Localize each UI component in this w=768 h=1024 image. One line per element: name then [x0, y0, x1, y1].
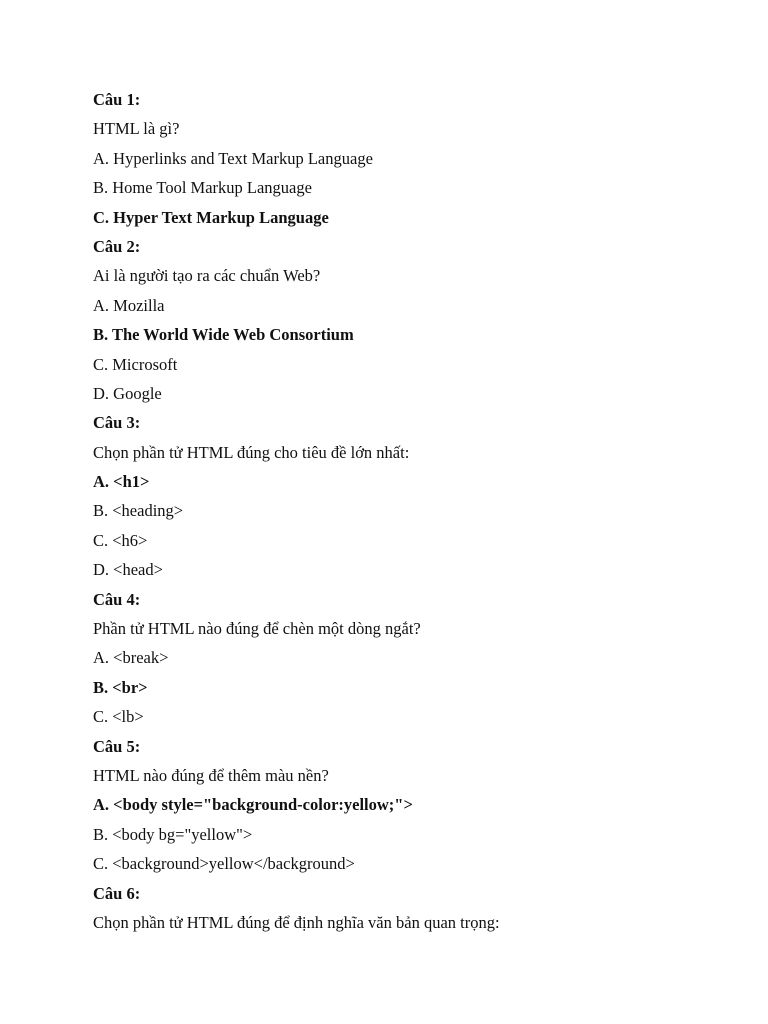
question-prompt: Ai là người tạo ra các chuẩn Web? [93, 266, 321, 286]
question-heading: Câu 4: [93, 589, 141, 609]
answer-option: C. <background>yellow</background> [93, 854, 355, 874]
answer-option: D. Google [93, 383, 162, 403]
quiz-document [93, 85, 733, 937]
correct-answer-option: A. <body style="background-color:yellow;"> [93, 795, 413, 815]
question-heading: Câu 3: [93, 413, 141, 433]
answer-option: C. <h6> [93, 530, 148, 550]
answer-option: C. Microsoft [93, 354, 178, 374]
answer-option: A. Hyperlinks and Text Markup Language [93, 148, 373, 168]
question-heading: Câu 2: [93, 236, 141, 256]
question-prompt: Chọn phần tử HTML đúng để định nghĩa văn bản quan trọng: [93, 912, 500, 932]
correct-answer-option: B. <br> [93, 677, 148, 697]
question-2 [93, 232, 733, 408]
question-3 [93, 408, 733, 584]
question-prompt: Phần tử HTML nào đúng để chèn một dòng ngắt? [93, 619, 421, 639]
question-prompt: HTML là gì? [93, 119, 180, 139]
answer-option: A. Mozilla [93, 295, 165, 315]
question-heading: Câu 6: [93, 883, 141, 903]
answer-option: B. Home Tool Markup Language [93, 178, 312, 198]
correct-answer-option: C. Hyper Text Markup Language [93, 207, 329, 227]
answer-option: B. <body bg="yellow"> [93, 824, 253, 844]
correct-answer-option: A. <h1> [93, 472, 150, 492]
correct-answer-option: B. The World Wide Web Consortium [93, 325, 354, 345]
answer-option: C. <lb> [93, 707, 144, 727]
question-heading: Câu 5: [93, 736, 141, 756]
question-prompt: Chọn phần tử HTML đúng cho tiêu đề lớn nhất: [93, 442, 410, 462]
question-4 [93, 585, 733, 732]
answer-option: D. <head> [93, 560, 163, 580]
question-1 [93, 85, 733, 232]
question-5 [93, 732, 733, 879]
answer-option: A. <break> [93, 648, 169, 668]
answer-option: B. <heading> [93, 501, 184, 521]
question-6 [93, 879, 733, 938]
question-prompt: HTML nào đúng để thêm màu nền? [93, 765, 329, 785]
question-heading: Câu 1: [93, 90, 141, 109]
